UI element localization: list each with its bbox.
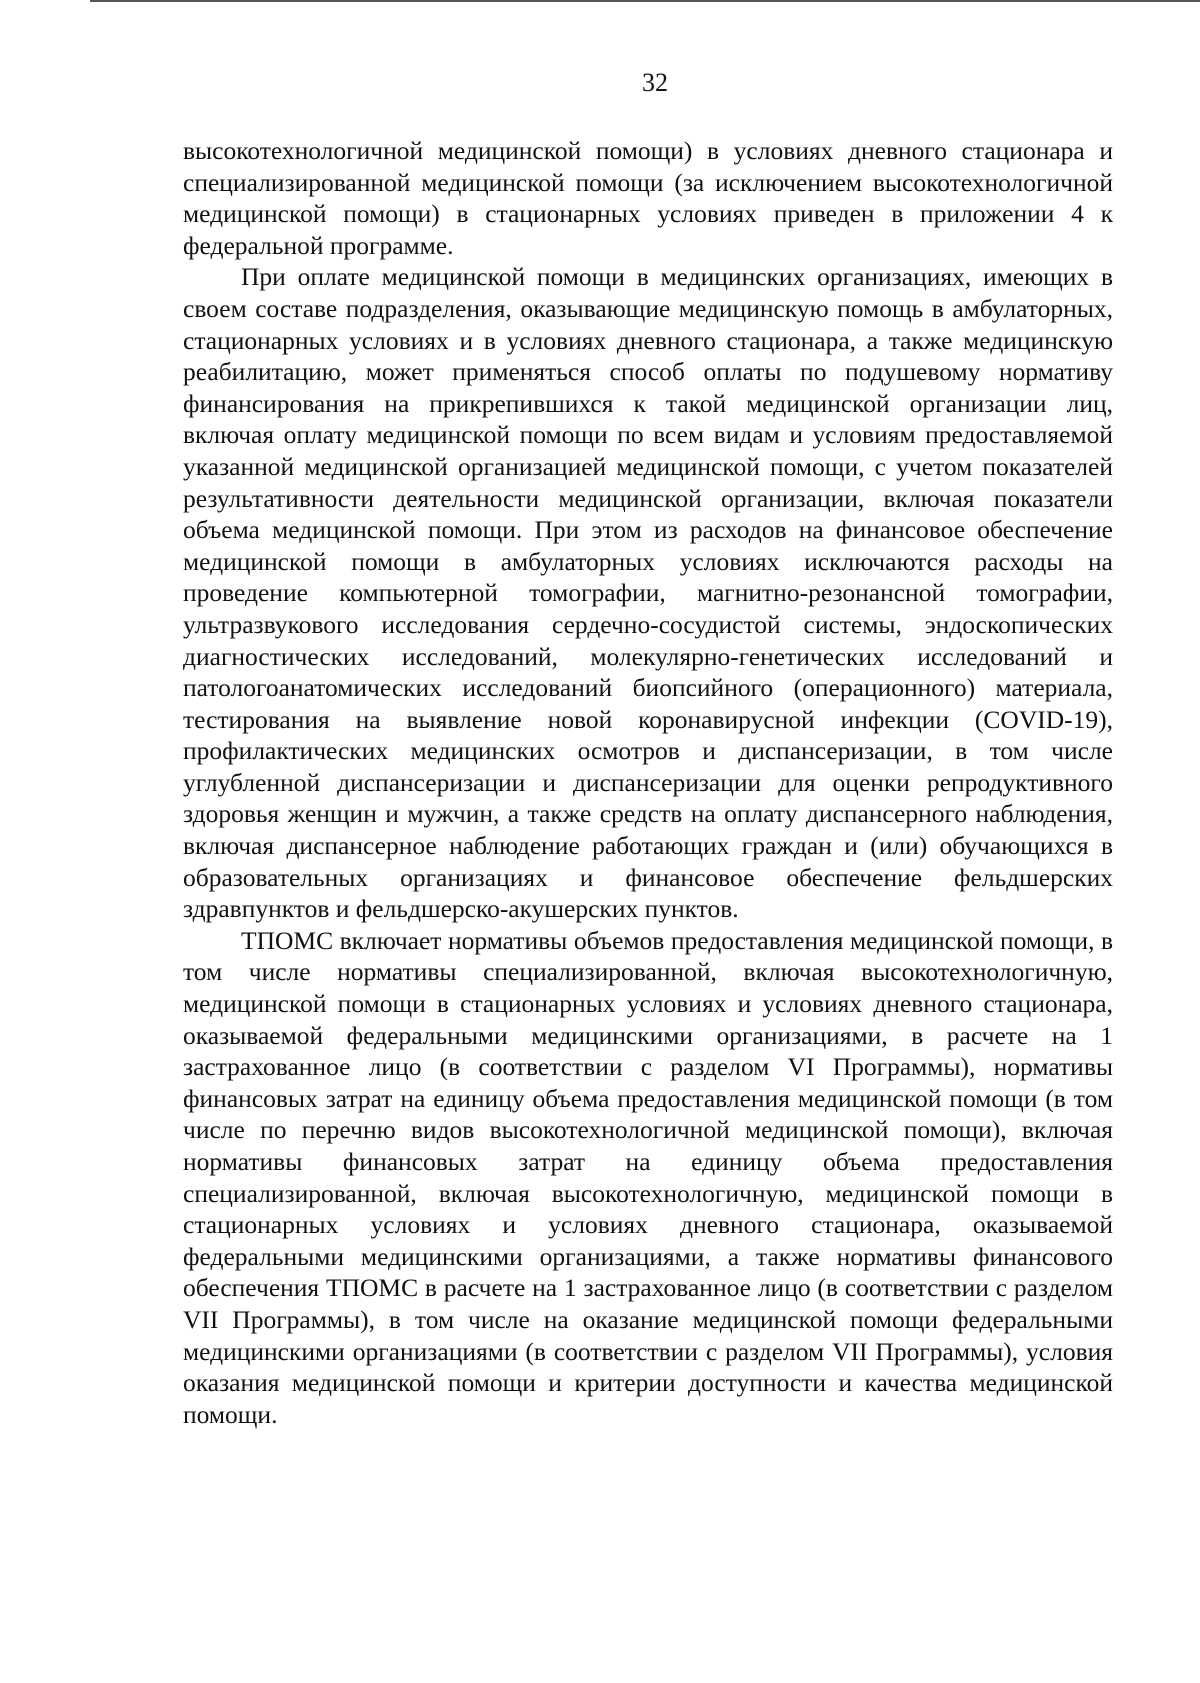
document-body [183,135,1113,1430]
paragraph-tpoms-norms: ТПОМС включает нормативы объемов предоставления медицинской помощи, в том числе нормативы специализированной, включая высокотехнологичную, медицинской помощи в стационарных условиях и условиях дневного стационара, оказываемой федеральными медицинскими организациями, в расчете на 1 застрахованное лицо (в соответствии с разделом VI Программы), нормативы финансовых затрат на единицу объема предоставления медицинской помощи (в том числе по перечню видов высокотехнологичной медицинской помощи), включая нормативы финансовых затрат на единицу объема предоставления специализированной, включая высокотехнологичную, медицинской помощи в стационарных условиях и условиях дневного стационара, оказываемой федеральными медицинскими организациями, а также нормативы финансового обеспечения ТПОМС в расчете на 1 застрахованное лицо (в соответствии с разделом VII Программы), в том числе на оказание медицинской помощи федеральными медицинскими организациями (в соответствии с разделом VII Программы), условия оказания медицинской помощи и критерии доступности и качества медицинской помощи. [183,925,1113,1429]
page-number: 32 [642,68,668,97]
paragraph-payment-method: При оплате медицинской помощи в медицинских организациях, имеющих в своем составе подразделения, оказывающие медицинскую помощь в амбулаторных, стационарных условиях и в условиях дневного стационара, а также медицинскую реабилитацию, может применяться способ оплаты по подушевому нормативу финансирования на прикрепившихся к такой медицинской организации лиц, включая оплату медицинской помощи по всем видам и условиям предоставляемой указанной медицинской организацией медицинской помощи, с учетом показателей результативности деятельности медицинской организации, включая показатели объема медицинской помощи. При этом из расходов на финансовое обеспечение медицинской помощи в амбулаторных условиях исключаются расходы на проведение компьютерной томографии, магнитно-резонансной томографии, ультразвукового исследования сердечно-сосудистой системы, эндоскопических диагностических исследований, молекулярно-генетических исследований и патологоанатомических исследований биопсийного (операционного) материала, тестирования на выявление новой коронавирусной инфекции (COVID-19), профилактических медицинских осмотров и диспансеризации, в том числе углубленной диспансеризации и диспансеризации для оценки репродуктивного здоровья женщин и мужчин, а также средств на оплату диспансерного наблюдения, включая диспансерное наблюдение работающих граждан и (или) обучающихся в образовательных организациях и финансовое обеспечение фельдшерских здравпунктов и фельдшерско-акушерских пунктов. [183,262,1113,924]
page-top-border [90,0,1200,2]
paragraph-continuation: высокотехнологичной медицинской помощи) в условиях дневного стационара и специализированной медицинской помощи (за исключением высокотехнологичной медицинской помощи) в стационарных условиях приведен в приложении 4 к федеральной программе. [183,136,1113,260]
